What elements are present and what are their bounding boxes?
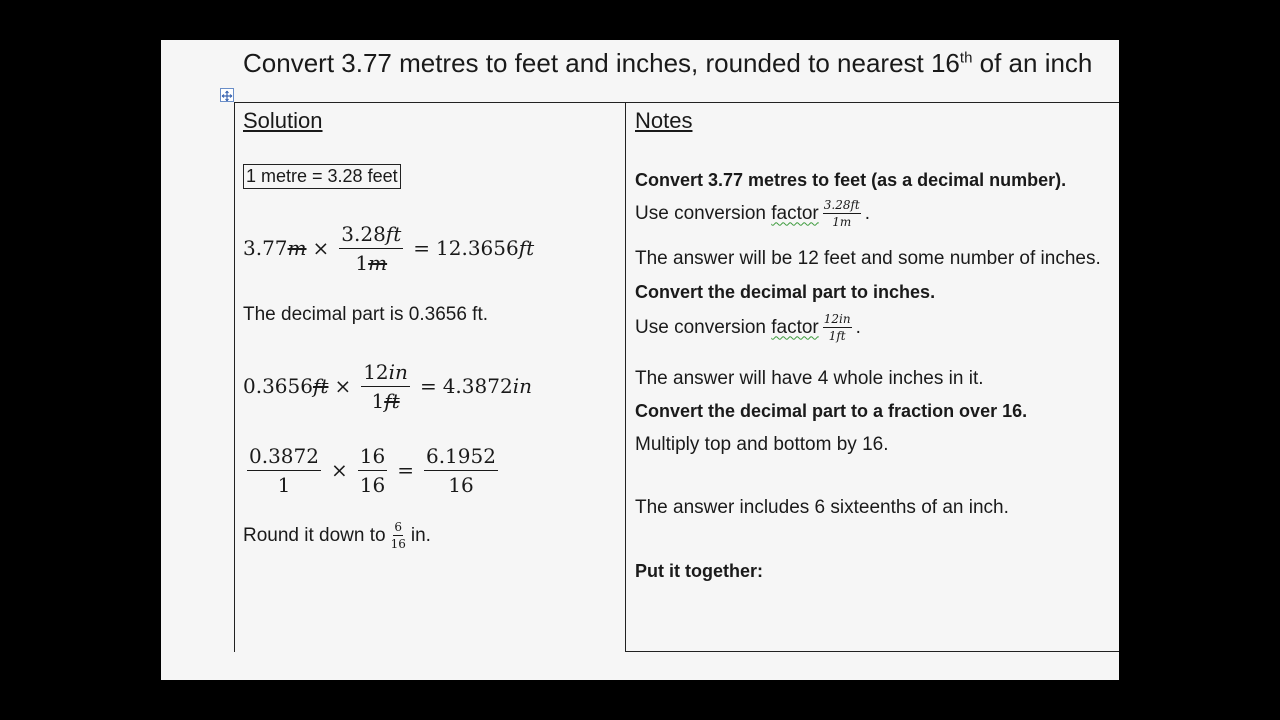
note-conversion-factor-feet: Use conversion factor $\frac{3.28ft}{1m}$ . [635, 198, 871, 229]
notes-heading: Notes [635, 108, 693, 133]
note-put-together: Put it together: [635, 561, 763, 581]
decimal-part-text: The decimal part is 0.3656 ft. [243, 304, 489, 325]
move-handle-icon[interactable] [220, 88, 234, 102]
table-bottom-border [625, 651, 1119, 652]
table-left-border [234, 102, 235, 652]
conversion-fact: 1 metre = 3.28 feet [243, 164, 401, 189]
note-conversion-factor-inches: Use conversion factor $\frac{12in}{1ft}$ . [635, 312, 861, 343]
round-down-text: Round it down to $\frac{6}{16}$ in. [243, 520, 431, 551]
note-answer-4-inches: The answer will have 4 whole inches in it. [635, 368, 984, 389]
equation-fraction-over-16: $\frac{0.3872}{1}$ × $\frac{16}{16}$ = $\frac{6.1952}{16}$ [249, 443, 496, 497]
table-column-divider [625, 102, 626, 652]
note-multiply-by-16: Multiply top and bottom by 16. [635, 434, 889, 455]
solution-heading: Solution [243, 108, 323, 133]
equation-metres-to-feet: 3.77 m × $\frac{3.28ft}{1m}$ = 12.3656 ft [243, 221, 535, 275]
equation-feet-to-inches: 0.3656 ft × $\frac{12in}{1ft}$ = 4.3872 in [243, 359, 532, 413]
note-answer-12-feet: The answer will be 12 feet and some number of inches. [635, 248, 1101, 269]
note-convert-to-fraction: Convert the decimal part to a fraction over 16. [635, 401, 1028, 421]
note-convert-to-inches: Convert the decimal part to inches. [635, 282, 936, 302]
table-top-border [234, 102, 1119, 103]
document-page [161, 40, 1119, 680]
page-title: Convert 3.77 metres to feet and inches, rounded to nearest 16th of an inch [243, 48, 1093, 78]
note-convert-to-feet: Convert 3.77 metres to feet (as a decimal number). [635, 170, 1067, 190]
note-six-sixteenths: The answer includes 6 sixteenths of an inch. [635, 497, 1009, 518]
